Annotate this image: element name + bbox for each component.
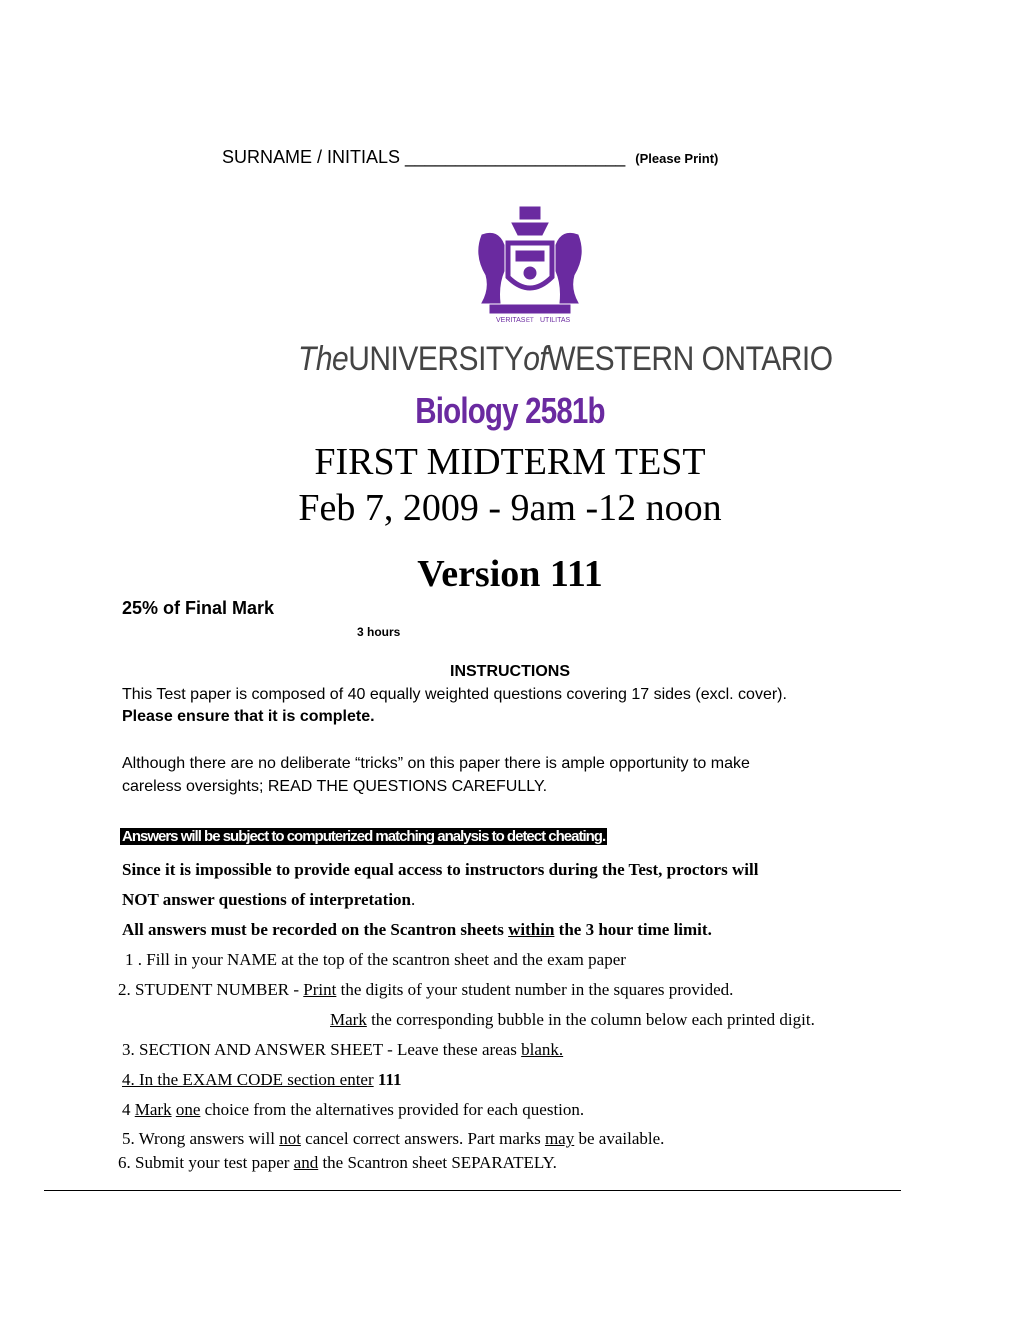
proctor-note-period: .	[411, 890, 416, 909]
step5-text-b: cancel correct answers. Part marks	[300, 1129, 545, 1148]
scantron-text-b: the 3 hour time limit.	[554, 920, 712, 939]
step4b-one: one	[175, 1100, 201, 1119]
wordmark-university: UNIVERSITY	[348, 340, 524, 378]
step2-text-b: the digits of your student number in the squares provided.	[336, 980, 734, 999]
proctor-note-line1: Since it is impossible to provide equal access to instructors during the Test, proctors will	[122, 860, 759, 879]
instructions-heading: INSTRUCTIONS	[450, 663, 570, 680]
motto-mid: ET	[526, 318, 534, 324]
step-exam-code	[122, 1070, 402, 1090]
surname-initials-field[interactable]	[222, 147, 718, 168]
scantron-requirement	[122, 920, 712, 940]
cheating-warning-banner: Answers will be subject to computerized matching analysis to detect cheating.	[122, 828, 606, 845]
test-duration: 3 hours	[357, 625, 401, 639]
step-fill-name: 1 . Fill in your NAME at the top of the scantron sheet and the exam paper	[125, 950, 626, 969]
step6-and: and	[293, 1153, 319, 1172]
step6-text-a: 6. Submit your test paper	[118, 1153, 294, 1172]
step4a-text: 4. In the EXAM CODE section enter	[122, 1070, 374, 1089]
test-version: Version 111	[417, 553, 603, 595]
step-mark-bubble	[330, 1010, 815, 1030]
step4b-rest: choice from the alternatives provided for each question.	[200, 1100, 585, 1119]
step-submit-separately	[118, 1153, 557, 1173]
step-wrong-answers	[122, 1129, 664, 1149]
instructions-ensure: Please ensure that it is complete.	[122, 708, 375, 725]
scantron-text-a: All answers must be recorded on the Scantron sheets	[122, 920, 509, 939]
step2b-rest: the corresponding bubble in the column below each printed digit.	[366, 1010, 815, 1029]
bottom-divider	[44, 1190, 901, 1191]
surname-label: SURNAME / INITIALS ______________________	[222, 147, 626, 167]
step5-text-a: 5. Wrong answers will	[122, 1129, 280, 1148]
step3-blank: blank.	[521, 1040, 564, 1059]
motto-left: VERITAS	[496, 317, 526, 324]
step-student-number	[118, 980, 733, 1000]
step5-text-c: be available.	[574, 1129, 665, 1148]
test-date: Feb 7, 2009 - 9am -12 noon	[298, 487, 722, 529]
scantron-within: within	[508, 920, 555, 939]
step4b-num: 4	[122, 1100, 135, 1119]
course-title: Biology 2581b	[415, 390, 605, 431]
step2-print: Print	[303, 980, 337, 999]
proctor-note-line2	[122, 890, 415, 910]
step4b-mark: Mark	[134, 1100, 172, 1119]
step2-text-a: 2. STUDENT NUMBER -	[118, 980, 304, 999]
step5-not: not	[279, 1129, 301, 1148]
step-mark-one	[122, 1100, 584, 1120]
step5-may: may	[544, 1129, 575, 1148]
instructions-tricks-line1: Although there are no deliberate “tricks” on this paper there is ample opportunity to make	[122, 755, 750, 772]
step6-text-b: the Scantron sheet SEPARATELY.	[318, 1153, 557, 1172]
test-title: FIRST MIDTERM TEST	[314, 441, 706, 483]
please-print-hint: (Please Print)	[635, 151, 719, 166]
university-crest-logo	[470, 205, 590, 325]
wordmark-place: WESTERN ONTARIO	[547, 340, 833, 378]
step3-text: 3. SECTION AND ANSWER SHEET - Leave these areas	[122, 1040, 522, 1059]
instructions-tricks-line2: careless oversights; READ THE QUESTIONS CAREFULLY.	[122, 778, 548, 795]
instructions-composition: This Test paper is composed of 40 equally weighted questions covering 17 sides (excl. cover).	[122, 686, 787, 703]
step-section-answer	[122, 1040, 563, 1060]
final-mark-weight: 25% of Final Mark	[122, 598, 275, 618]
step2b-mark: Mark	[330, 1010, 367, 1029]
proctor-note-text: NOT answer questions of interpretation	[122, 890, 412, 909]
wordmark-prefix: The	[298, 340, 349, 378]
university-wordmark	[298, 340, 833, 379]
wordmark-of: of	[523, 340, 548, 378]
motto-right: UTILITAS	[540, 317, 571, 324]
step4a-code: 111	[373, 1070, 402, 1089]
